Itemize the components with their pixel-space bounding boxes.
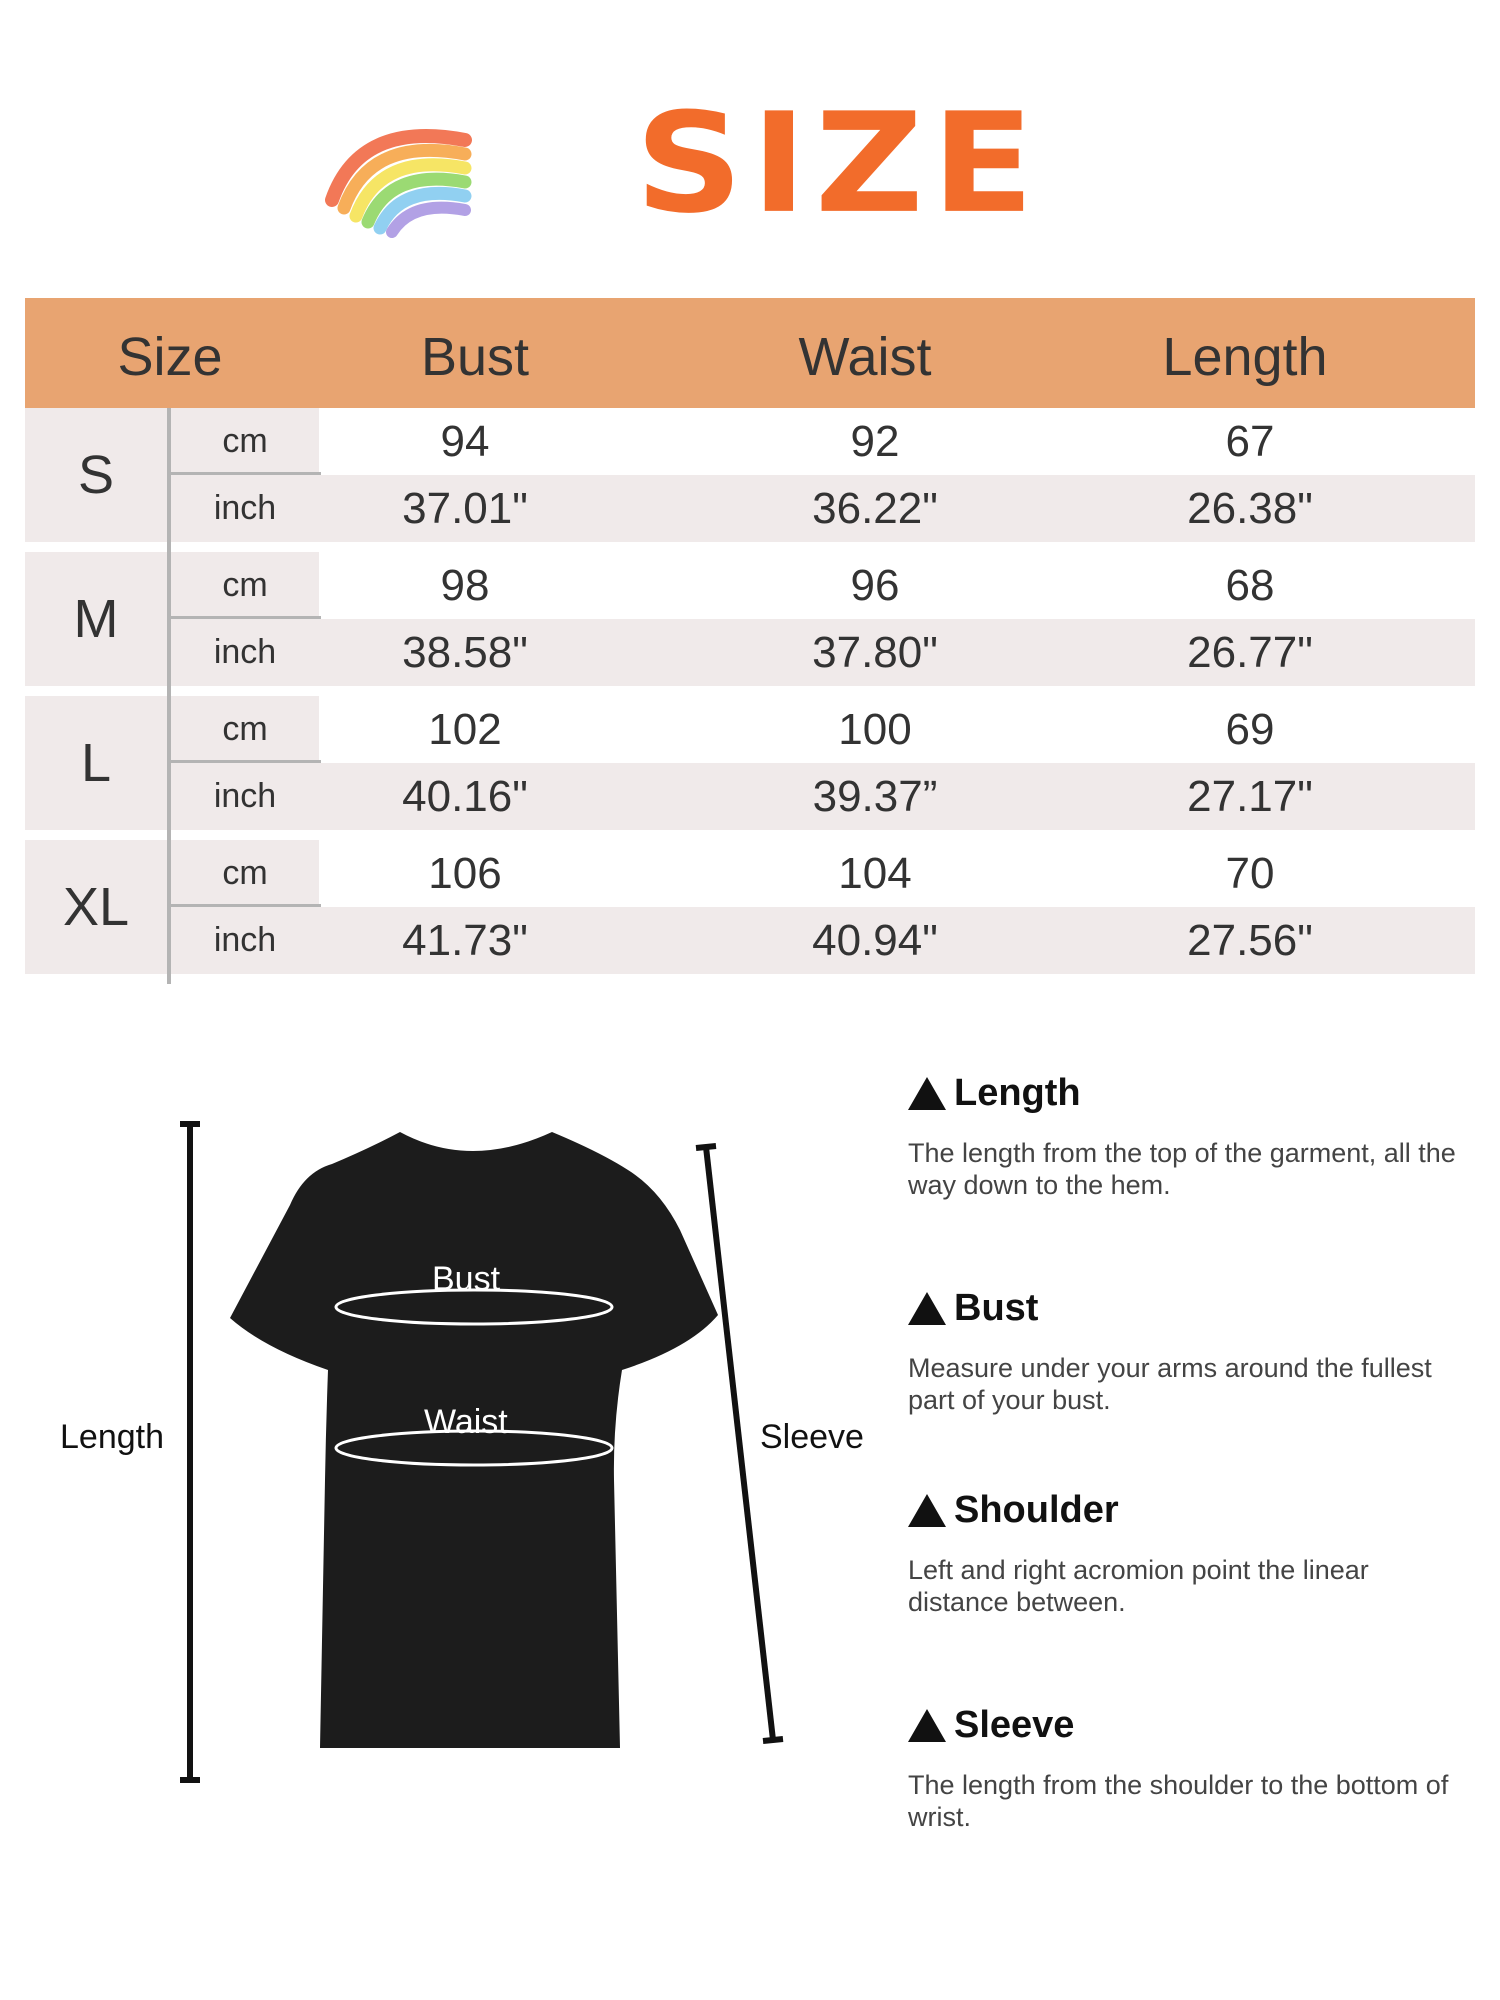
header-length: Length xyxy=(1162,327,1328,387)
definition-length xyxy=(908,1072,1468,1201)
table-cell: 69 xyxy=(1225,705,1275,754)
page-title: SIZE xyxy=(635,83,1043,245)
bust-label: Bust xyxy=(432,1260,501,1298)
waist-label: Waist xyxy=(424,1403,508,1441)
definition-title: Bust xyxy=(954,1287,1039,1329)
size-label: M xyxy=(25,552,167,686)
table-cell: 106 xyxy=(428,849,502,898)
size-group-2 xyxy=(25,696,1475,830)
size-label: S xyxy=(25,408,167,542)
table-row xyxy=(171,408,1475,475)
sleeve-label: Sleeve xyxy=(760,1418,864,1456)
table-row xyxy=(171,619,1475,686)
table-cell: 96 xyxy=(850,561,900,610)
length-label: Length xyxy=(60,1418,164,1456)
table-cell: 98 xyxy=(440,561,490,610)
garment-diagram xyxy=(0,1080,900,1800)
definition-sleeve xyxy=(908,1704,1468,1833)
definition-text: The length from the top of the garment, all the way down to the hem. xyxy=(908,1138,1456,1200)
size-group-0 xyxy=(25,408,1475,542)
unit-label: inch xyxy=(171,619,319,686)
table-cell: 102 xyxy=(428,705,502,754)
table-row xyxy=(171,840,1475,907)
table-cell: 41.73" xyxy=(402,916,528,965)
definition-bust xyxy=(908,1287,1468,1416)
unit-label: cm xyxy=(171,840,319,907)
definition-text: Left and right acromion point the linear distance between. xyxy=(908,1555,1369,1617)
unit-label: inch xyxy=(171,907,319,974)
triangle-icon xyxy=(908,1077,946,1110)
table-cell: 26.38" xyxy=(1187,484,1313,533)
table-row xyxy=(171,552,1475,619)
table-cell: 94 xyxy=(440,417,490,466)
table-cell: 27.17" xyxy=(1187,772,1313,821)
header-size: Size xyxy=(117,327,223,387)
unit-label: cm xyxy=(171,408,319,475)
size-label: L xyxy=(25,696,167,830)
unit-label: inch xyxy=(171,475,319,542)
table-row xyxy=(171,475,1475,542)
table-cell: 70 xyxy=(1225,849,1275,898)
table-cell: 36.22" xyxy=(812,484,938,533)
length-measure-line xyxy=(180,1124,200,1780)
table-cell: 26.77" xyxy=(1187,628,1313,677)
definition-title: Shoulder xyxy=(954,1489,1119,1531)
table-cell: 67 xyxy=(1225,417,1275,466)
table-cell: 37.01" xyxy=(402,484,528,533)
table-header xyxy=(25,298,1475,408)
header-bust: Bust xyxy=(420,327,530,387)
table-row xyxy=(171,907,1475,974)
triangle-icon xyxy=(908,1494,946,1527)
size-group-1 xyxy=(25,552,1475,686)
definition-text: The length from the shoulder to the bottom of wrist. xyxy=(908,1770,1449,1832)
definition-title: Length xyxy=(954,1072,1081,1114)
definition-text: Measure under your arms around the fullest part of your bust. xyxy=(908,1353,1432,1415)
size-table xyxy=(25,298,1475,974)
table-cell: 40.16" xyxy=(402,772,528,821)
triangle-icon xyxy=(908,1709,946,1742)
table-cell: 40.94" xyxy=(812,916,938,965)
rainbow-icon xyxy=(320,110,480,240)
table-cell: 27.56" xyxy=(1187,916,1313,965)
header-waist: Waist xyxy=(798,327,932,387)
triangle-icon xyxy=(908,1292,946,1325)
table-cell: 38.58" xyxy=(402,628,528,677)
unit-label: inch xyxy=(171,763,319,830)
table-cell: 37.80" xyxy=(812,628,938,677)
unit-label: cm xyxy=(171,552,319,619)
table-body xyxy=(25,408,1475,974)
size-group-3 xyxy=(25,840,1475,974)
size-label: XL xyxy=(25,840,167,974)
unit-label: cm xyxy=(171,696,319,763)
table-cell: 39.37” xyxy=(812,772,938,821)
table-cell: 100 xyxy=(838,705,912,754)
table-row xyxy=(171,696,1475,763)
definition-title: Sleeve xyxy=(954,1704,1075,1746)
table-cell: 68 xyxy=(1225,561,1275,610)
table-cell: 104 xyxy=(838,849,912,898)
table-cell: 92 xyxy=(850,417,900,466)
table-row xyxy=(171,763,1475,830)
page-header xyxy=(0,0,1500,290)
definition-shoulder xyxy=(908,1489,1468,1618)
